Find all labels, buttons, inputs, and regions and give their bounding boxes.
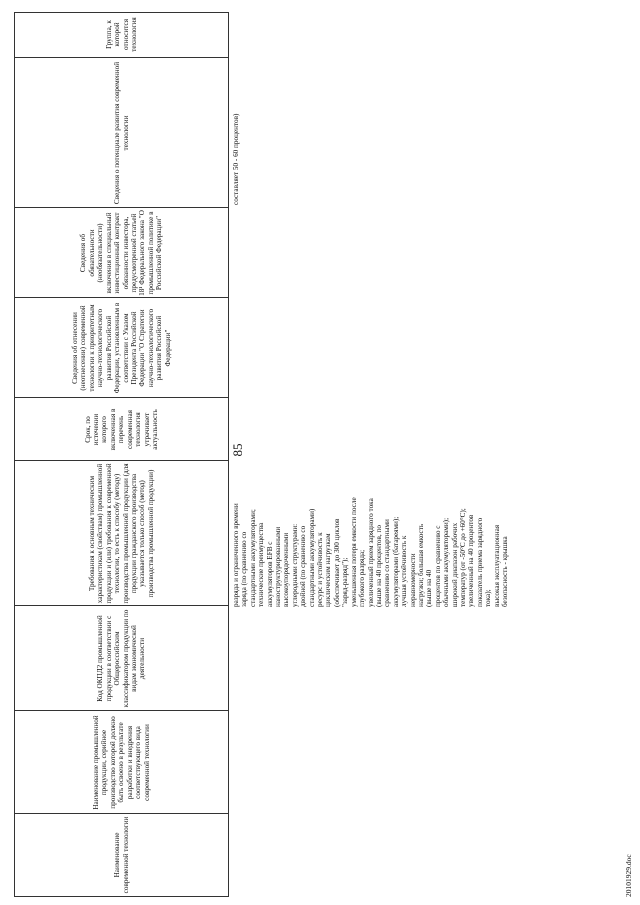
requirements-line: аккумуляторов EFB с	[265, 541, 274, 607]
requirements-line: уменьшенная потеря емкости после	[349, 497, 358, 607]
potential-note: составляет 50 - 60 процентов)	[232, 113, 240, 205]
requirements-line: широкий диапазон рабочих	[450, 522, 459, 607]
header-text: Требования к основным техническим характеристикам (свойствам) промышленной продукции и (или) требования к современной технологии, то есть к способу (методу) производства промышленной продукции (для продукции гражданского производства указывается только способ (метод) производства промышленной продукции)	[87, 463, 155, 604]
header-cell-deadline	[15, 398, 228, 461]
requirements-line: показатель приема зарядного	[475, 517, 484, 607]
requirements-line: стандартными аккумуляторами)	[307, 508, 316, 607]
header-text: Группа, к которой относится технология	[104, 17, 138, 52]
requirements-line: увеличенный на 40 процентов	[467, 514, 476, 607]
requirements-line: нагрузки; большая емкость	[416, 523, 425, 607]
requirements-line: двойной (по сравнению со	[299, 525, 308, 607]
requirements-line: процентов по сравнению с	[433, 525, 442, 607]
header-text: Сведения о потенциале развития современной технологии	[113, 61, 130, 205]
requirements-line: высокоупорядоченными	[282, 532, 291, 607]
header-text: Наименование промышленной продукции, серийное производство которой должно быть освоено в результате разработки и внедрения соответствующего вида современной технологии	[92, 715, 151, 810]
requirements-line: ресурс и устойчивость к	[316, 532, 325, 607]
requirements-line: "заряд-разряд");	[341, 557, 350, 607]
requirements-line: температур (от -50°С до +60°С);	[458, 508, 467, 607]
header-table	[14, 12, 229, 897]
requirements-line: (обеспечивает до 300 циклов	[332, 518, 341, 607]
requirements-line: углеродными структурами:	[290, 523, 299, 607]
requirements-line: заряда (по сравнению со	[240, 531, 249, 607]
header-cell-requirements	[15, 461, 228, 606]
requirements-line: циклическим нагрузкам	[324, 533, 333, 607]
footer-filename: 20101929.doc	[624, 854, 633, 897]
requirements-line: высокая эксплуатационная	[492, 524, 501, 607]
requirements-line: увеличенный прием зарядного тока	[366, 498, 375, 607]
requirements-line: стандартными аккумуляторами;	[248, 509, 257, 607]
requirements-line: лучшая устойчивость к	[400, 535, 409, 607]
header-cell-technology-name	[15, 814, 228, 896]
header-cell-okpd2	[15, 606, 228, 711]
requirements-line: глубокого разряда;	[358, 549, 367, 607]
requirements-line: обычными аккумуляторами);	[442, 517, 451, 607]
header-text: Сведения об отнесении (неотнесении) современной технологии к приоритетным научно-технологического развития Российской Федерации, установленным в соответствии с Указом Президента Российской Федерации "О Стратегии научно-технологического развития Российской Федерации"	[71, 302, 172, 394]
header-cell-potential	[15, 58, 228, 208]
requirements-line: наноструктурированными	[274, 526, 283, 607]
requirements-line: (выше на 40 процентов, по	[374, 525, 383, 607]
header-text: Код ОКПД2 промышленной продукции в соответствии с Общероссийским классификатором продукции по видам экономической деятельности	[96, 609, 147, 708]
requirements-line: сравнению со стандартными	[383, 519, 392, 607]
requirements-line: тока);	[484, 589, 493, 607]
header-cell-priority	[15, 298, 228, 398]
requirements-line: неравномерности	[408, 553, 417, 607]
header-cell-group	[15, 11, 228, 58]
header-cell-obligation	[15, 208, 228, 298]
requirements-line: безопасность - крышка	[501, 536, 509, 607]
requirements-line: технические преимущества	[257, 522, 266, 607]
page-number: 85	[230, 443, 245, 457]
header-text: Срок, по истечении которого включенная в перечень современная технология утрачивает актуальность	[83, 408, 159, 451]
header-cell-product-name	[15, 711, 228, 814]
header-text: Наименование современной технологии	[113, 816, 130, 894]
requirements-line: разряда и ограниченного времени	[232, 503, 240, 607]
header-text: Сведения об обязательности (необязательности) включения в специальный инвестиционный контракт обязанности инвестора, предусмотренной статьей 18¹ Федерального закона "О промышленной политике в Российской Федерации"	[79, 210, 164, 296]
requirements-text-block	[232, 457, 509, 607]
requirements-lines	[232, 457, 509, 607]
requirements-line: аккумуляторами (батареями);	[391, 516, 400, 607]
requirements-line: (выше на 40	[425, 569, 434, 607]
